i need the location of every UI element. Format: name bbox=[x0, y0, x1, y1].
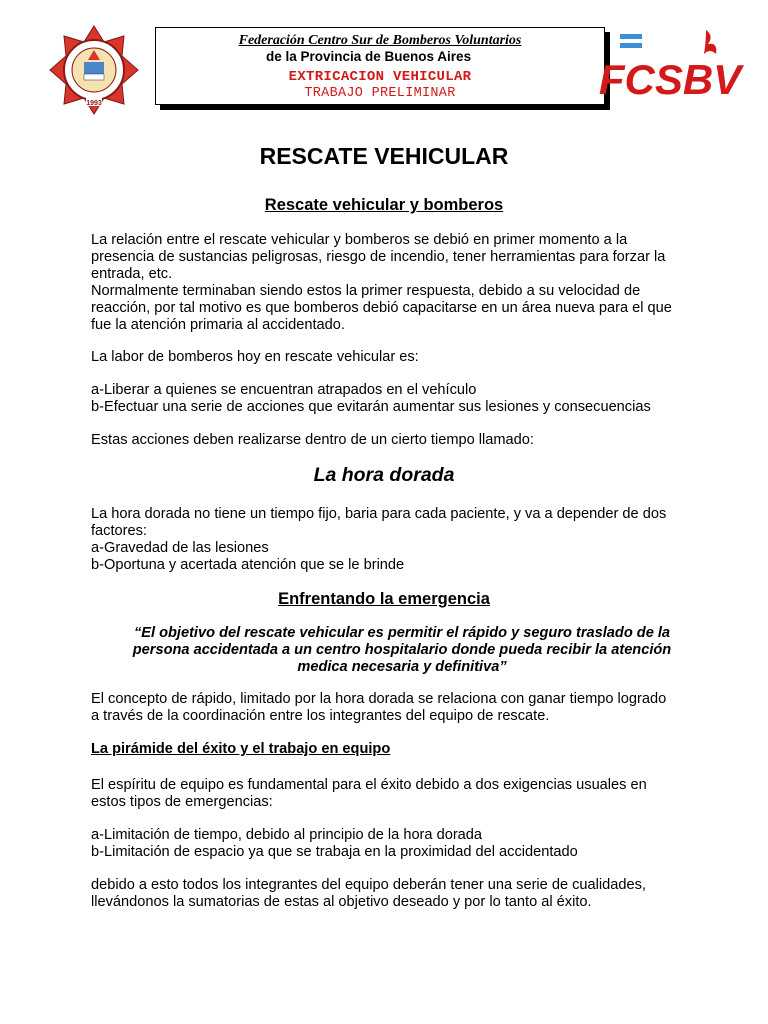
paragraph-labor bbox=[91, 349, 721, 366]
text-line: reacción, por tal motivo es que bomberos debió capacitarse en un área nueva para el que bbox=[91, 300, 672, 316]
objective-quote bbox=[112, 625, 692, 676]
program-name: EXTRICACION VEHICULAR bbox=[288, 69, 472, 85]
text-line: La labor de bomberos hoy en rescate vehicular es: bbox=[91, 349, 419, 365]
header-title-box bbox=[155, 27, 605, 105]
list-limitaciones bbox=[91, 827, 721, 861]
text-line: debido a esto todos los integrantes del equipo deberán tener una serie de cualidades, bbox=[91, 877, 646, 893]
paragraph-hora-dorada bbox=[91, 506, 721, 574]
emblem-year: 1993 bbox=[86, 100, 102, 107]
text-line: Normalmente terminaban siendo estos la primer respuesta, debido a su velocidad de bbox=[91, 283, 641, 299]
text-line: fue la atención primaria al accidentado. bbox=[91, 317, 345, 333]
section-heading-rescate: Rescate vehicular y bomberos bbox=[264, 196, 504, 214]
quote-line: medica necesaria y definitiva” bbox=[297, 659, 507, 675]
federation-emblem-logo bbox=[48, 24, 140, 116]
page-title: RESCATE VEHICULAR bbox=[259, 143, 509, 169]
list-item: a-Gravedad de las lesiones bbox=[91, 540, 269, 556]
paragraph-cualidades bbox=[91, 877, 721, 911]
list-item: b-Limitación de espacio ya que se trabaja en la proximidad del accidentado bbox=[91, 844, 578, 860]
fcsbv-logo bbox=[598, 28, 742, 103]
list-item: b-Oportuna y acertada atención que se le brinde bbox=[91, 557, 405, 573]
paragraph-concepto bbox=[91, 691, 721, 725]
list-item: a-Liberar a quienes se encuentran atrapados en el vehículo bbox=[91, 382, 477, 398]
document-header bbox=[0, 0, 768, 130]
paragraph-espiritu bbox=[91, 777, 721, 811]
text-line: estos tipos de emergencias: bbox=[91, 794, 273, 810]
section-heading-hora-dorada: La hora dorada bbox=[313, 464, 455, 486]
quote-line: “El objetivo del rescate vehicular es permitir el rápido y seguro traslado de la bbox=[133, 625, 671, 641]
text-line: a través de la coordinación entre los integrantes del equipo de rescate. bbox=[91, 708, 550, 724]
text-line: entrada, etc. bbox=[91, 266, 173, 282]
paragraph-acciones bbox=[91, 432, 721, 449]
text-line: El concepto de rápido, limitado por la hora dorada se relaciona con ganar tiempo logrado bbox=[91, 691, 667, 707]
text-line: La hora dorada no tiene un tiempo fijo, baria para cada paciente, y va a depender de dos bbox=[91, 506, 667, 522]
list-labor bbox=[91, 382, 721, 416]
fcsbv-logo-text: FCSBV bbox=[598, 56, 742, 103]
text-line: Estas acciones deben realizarse dentro de un cierto tiempo llamado: bbox=[91, 432, 534, 448]
quote-line: persona accidentada a un centro hospitalario donde pueda recibir la atención bbox=[132, 642, 672, 658]
text-line: factores: bbox=[91, 523, 147, 539]
section-heading-piramide: La pirámide del éxito y el trabajo en equipo bbox=[91, 741, 391, 757]
program-subtitle: TRABAJO PRELIMINAR bbox=[304, 86, 456, 101]
text-line: llevándonos la sumatorias de estas al objetivo deseado y por lo tanto al éxito. bbox=[91, 894, 592, 910]
federation-name: Federación Centro Sur de Bomberos Voluntarios bbox=[238, 33, 522, 48]
list-item: a-Limitación de tiempo, debido al principio de la hora dorada bbox=[91, 827, 483, 843]
list-item: b-Efectuar una serie de acciones que evitarán aumentar sus lesiones y consecuencias bbox=[91, 399, 651, 415]
text-line: El espíritu de equipo es fundamental para el éxito debido a dos exigencias usuales en bbox=[91, 777, 647, 793]
section-heading-emergencia: Enfrentando la emergencia bbox=[278, 590, 490, 608]
text-line: La relación entre el rescate vehicular y bomberos se debió en primer momento a la bbox=[91, 232, 628, 248]
federation-province: de la Provincia de Buenos Aires bbox=[266, 49, 472, 64]
paragraph-relacion bbox=[91, 232, 721, 334]
text-line: presencia de sustancias peligrosas, riesgo de incendio, tener herramientas para forzar la bbox=[91, 249, 666, 265]
